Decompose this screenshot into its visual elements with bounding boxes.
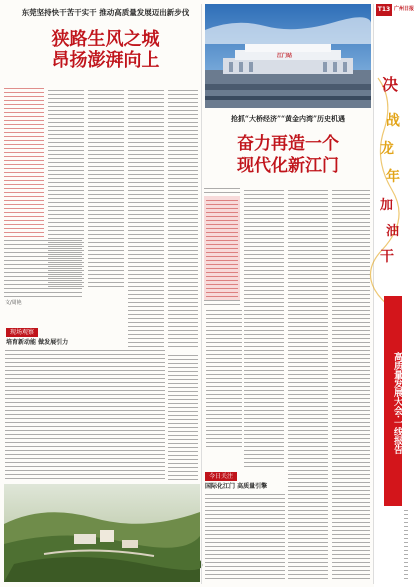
left-bottom-text [5, 350, 165, 480]
left-col-3 [128, 90, 164, 350]
right-subhead: 国际化江门 高质量引擎 [205, 483, 268, 490]
right-col-3 [332, 190, 370, 580]
masthead-strip [374, 0, 414, 587]
slogan-char: 干 [380, 249, 394, 265]
left-subhead: 培育新动能 做发展引力 [6, 339, 69, 346]
center-col-a [206, 310, 242, 450]
slogan-char: 战 [386, 113, 400, 129]
paper-name: 广州日报 [394, 6, 414, 12]
left-bottom-text-r [168, 355, 198, 480]
page-number: T13 [376, 4, 392, 16]
left-byline: 文/周艳 [5, 300, 22, 306]
slogan-char: 龙 [380, 141, 394, 157]
left-title-line1: 狭路生风之城 [51, 29, 160, 50]
column-rule [201, 4, 202, 584]
right-col-2 [288, 190, 328, 580]
station-sign: 江门站 [277, 53, 293, 59]
right-title-line1: 奋力再造一个 [237, 134, 339, 154]
slogan-calligraphy [374, 70, 411, 320]
slogan-char: 加 [380, 198, 394, 213]
mid-pink-text [206, 200, 238, 298]
slogan-char: 决 [382, 75, 399, 94]
right-section-tag: 今日关注 [205, 472, 237, 481]
slogan-char: 年 [386, 169, 400, 185]
section-banner: 高质量发展大会·一线报告 [384, 296, 402, 506]
left-sidebar-quote [4, 88, 44, 238]
right-kicker: 抢抓“大桥经济”“黄金内湾”历史机遇 [230, 114, 346, 123]
jiangmen-station-photo [205, 4, 371, 108]
right-title-line2: 现代化新江门 [237, 156, 339, 176]
right-col-1 [244, 190, 284, 470]
right-bottom-text [205, 494, 285, 582]
left-kicker: 东莞坚持快干苦干实干 推动高质量发展迈出新步伐 [21, 8, 190, 17]
left-title-line2: 昂扬澎湃向上 [51, 50, 160, 71]
left-lower-col [4, 240, 82, 300]
slogan-char: 油 [386, 224, 400, 239]
masthead-fineprint [404, 510, 408, 580]
left-col-2 [88, 90, 124, 290]
left-col-4 [168, 90, 198, 350]
aerial-green-photo [4, 484, 200, 582]
left-section-tag: 现场观察 [6, 328, 38, 337]
